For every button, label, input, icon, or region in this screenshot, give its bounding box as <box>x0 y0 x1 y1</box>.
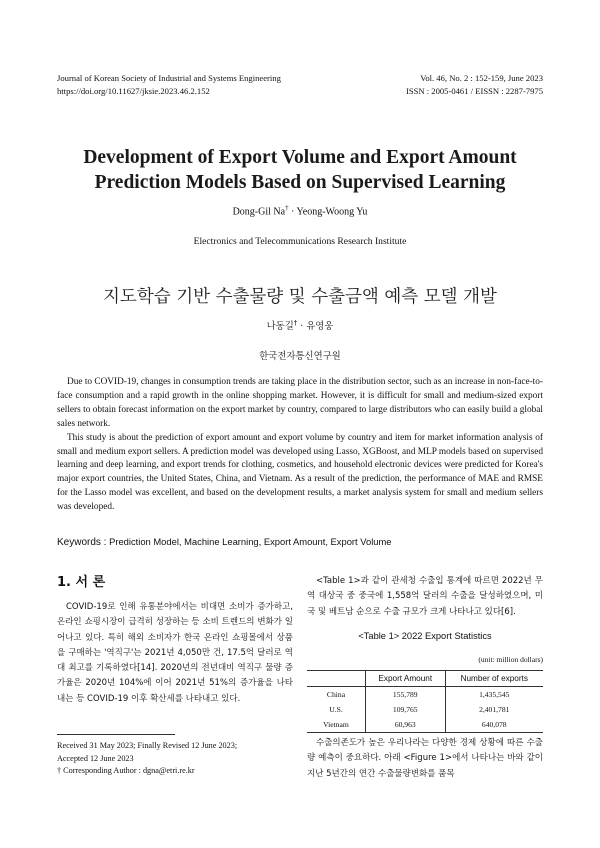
footnote-accepted: Accepted 12 June 2023 <box>57 753 134 763</box>
section-heading-introduction: 1. 서 론 <box>57 575 106 590</box>
table-cell-country: Vietnam <box>307 717 366 733</box>
table-row <box>307 717 543 733</box>
affiliation-en: Electronics and Telecommunications Research Institute <box>193 236 407 247</box>
abstract-paragraph-2: This study is about the prediction of export amount and export volume by country and item for market information analysis of small and medium export sellers. A prediction model was developed using Lasso, XGBoost, and MLP models based on supervised learning and deep learning, and export trends for clothing, cosmetics, and household electronic devices were predicted for Korea's major export countries, the United States, China, and Vietnam. As a result of the prediction, the performance of MAE and RMSE for the Lasso model was excellent, and based on the development results, a market analysis system for small and medium sellers was developed. <box>57 432 543 513</box>
footnote-divider <box>57 734 175 735</box>
volume-info: Vol. 46, No. 2 : 152-159, June 2023 <box>420 73 543 83</box>
table-header-cell: Number of exports <box>445 671 543 687</box>
table-row <box>307 687 543 703</box>
footnote-received: Received 31 May 2023; Finally Revised 12 June 2023; <box>57 741 238 750</box>
footnotes <box>57 740 237 778</box>
affiliation-ko: 한국전자통신연구원 <box>259 351 341 362</box>
intro-left-column <box>57 600 293 707</box>
footnote-corresponding <box>57 765 237 778</box>
table-header-cell: Export Amount <box>366 671 446 687</box>
abstract-paragraph-1: Due to COVID-19, changes in consumption trends are taking place in the distribution sector, such as an increase in non-face-to-face consumption and a rapid growth in the online shopping market. However, it is difficult for small and medium-sized export sellers to obtain forecast information on the export market by country, compared to large distributors who can easily build a global sales network. <box>57 377 543 429</box>
keywords-label: Keywords : <box>57 537 107 548</box>
title-line-2: Prediction Models Based on Supervised Learning <box>94 172 506 193</box>
table-cell-count: 1,435,545 <box>445 687 543 703</box>
author-2-en: · Yeong-Woong Yu <box>288 206 368 218</box>
table-cell-count: 2,401,781 <box>445 702 543 717</box>
table-header-cell <box>307 671 366 687</box>
authors-en <box>0 204 600 217</box>
abstract <box>57 376 543 515</box>
right-paragraph-1: <Table 1>과 같이 관세청 수출입 통계에 따르면 2022년 무역 대상국 중 중국에 1,558억 달러의 수출을 달성하였으며, 미국 및 베트남 순으로 수출 규모가 크게 나타나고 있다[6]. <box>307 576 543 617</box>
table-cell-count: 640,078 <box>445 717 543 733</box>
authors-ko <box>0 318 600 332</box>
corresponding-email: Corresponding Author : dgna@etri.re.kr <box>61 766 195 775</box>
table-header-row <box>307 671 543 687</box>
author-1-en: Dong-Gil Na <box>232 206 286 218</box>
table-cell-country: U.S. <box>329 705 343 714</box>
export-statistics-table <box>307 670 543 733</box>
table-caption: <Table 1> 2022 Export Statistics <box>358 631 492 641</box>
paper-title-en <box>0 145 600 195</box>
corresponding-mark: † <box>285 204 289 212</box>
corresponding-mark-ko: † <box>293 318 298 327</box>
dagger-mark: † <box>57 766 62 775</box>
table-cell-amount: 109,765 <box>366 702 446 717</box>
table-row <box>307 702 543 717</box>
table-cell-amount: 60,963 <box>366 717 446 733</box>
table-cell-country: China <box>326 690 346 699</box>
keywords-list: Prediction Model, Machine Learning, Export Amount, Export Volume <box>109 536 392 547</box>
journal-name: Journal of Korean Society of Industrial and Systems Engineering <box>57 73 281 83</box>
intro-right-column-bottom <box>307 736 543 782</box>
author-1-ko: 나동길 <box>266 321 294 332</box>
intro-paragraph-1: COVID-19로 인해 유통분야에서는 비대면 소비가 증가하고, 온라인 쇼핑시장이 급격히 성장하는 등 소비 트렌드의 변화가 일어나고 있다. 특히 해외 소비자가 한국 온라인 쇼핑몰에서 상품을 구매하는 '역직구'는 2021년 4,050만 건, 17.5억 달러로 역대 최고를 기록하였다[14]. 2020년의 전년대비 역직구 물량 증가율은 2020년 104%에 이어 2021년 51%의 증가율을 나타내는 등 COVID-19 이후 확산세를 나타내고 있다. <box>57 602 293 704</box>
intro-right-column-top <box>307 574 543 620</box>
right-paragraph-2: 수출의존도가 높은 우리나라는 다양한 경제 상황에 따른 수출량 예측이 중요하다. 아래 <Figure 1>에서 나타나는 바와 같이 지난 5년간의 연간 수출물량변화를 품목 <box>307 738 543 779</box>
table-cell-amount: 155,789 <box>366 687 446 703</box>
doi-link[interactable]: https://doi.org/10.11627/jksie.2023.46.2.152 <box>57 86 210 96</box>
title-line-1: Development of Export Volume and Export Amount <box>83 147 517 168</box>
author-2-ko: · 유영웅 <box>297 321 334 332</box>
paper-title-ko: 지도학습 기반 수출물량 및 수출금액 예측 모델 개발 <box>103 287 497 307</box>
issn-info: ISSN : 2005-0461 / EISSN : 2287-7975 <box>405 86 543 96</box>
keywords <box>57 536 392 548</box>
table-unit: (unit: million dollars) <box>478 655 543 664</box>
